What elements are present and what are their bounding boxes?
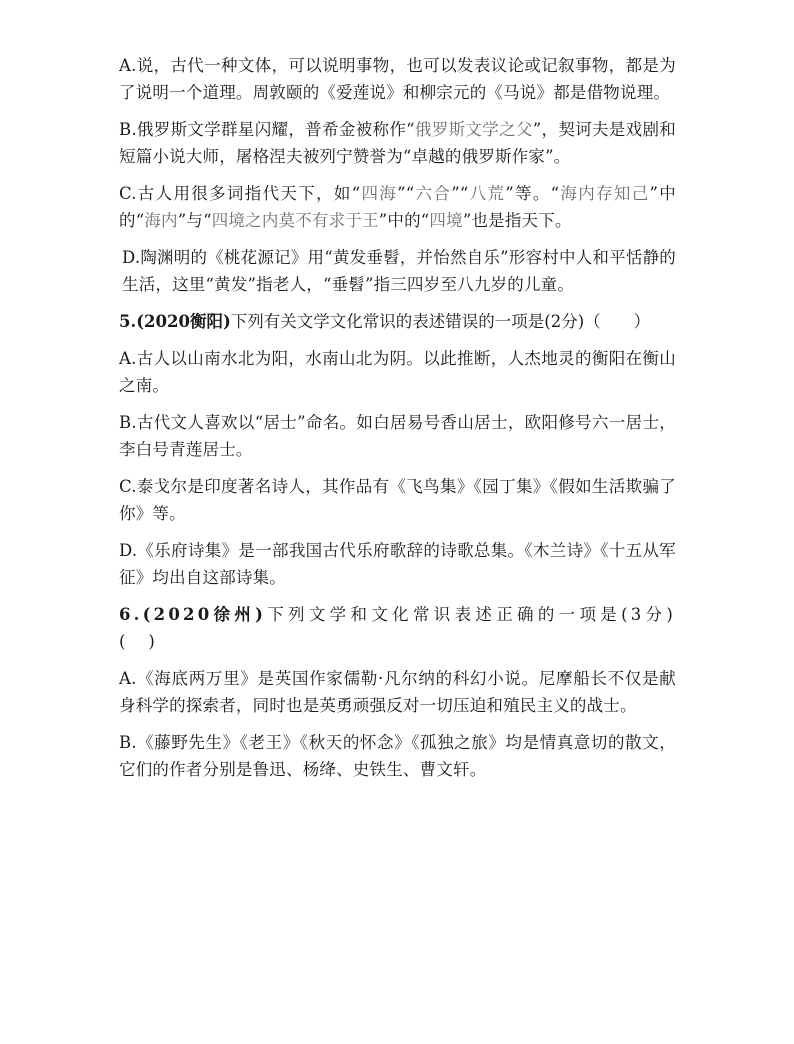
option-text-highlight: 海内存知己	[559, 184, 650, 203]
option-text-part: ”与“	[177, 211, 212, 230]
option-label: D.	[122, 248, 141, 267]
option-text-part: ”，契诃夫是戏剧和短篇小说大师，屠格涅夫被列宁赞誉为“卓越的俄罗斯作家”。	[119, 120, 676, 166]
option-text-part: ”等。“	[505, 184, 560, 203]
q4-option-a	[119, 52, 676, 106]
q4-option-d	[119, 244, 676, 298]
option-label: C.	[119, 184, 137, 203]
question-source: (2020徐州)	[142, 605, 267, 624]
option-label: A.	[119, 56, 137, 75]
question-6-stem	[119, 601, 676, 655]
question-text: 下列文学和文化常识表述正确的一项是(3分)( )	[119, 605, 676, 651]
option-text-part: ”也是指天下。	[462, 211, 572, 230]
q5-option-a: A.古人以山南水北为阳，水南山北为阴。以此推断，人杰地灵的衡阳在衡山之南。	[119, 349, 676, 395]
option-text-part: ”“	[397, 184, 415, 203]
option-text-part: ”中的“	[119, 184, 677, 230]
q6-option-a: A.《海底两万里》是英国作家儒勒·凡尔纳的科幻小说。尼摩船长不仅是献身科学的探索者，同时也是英勇顽强反对一切压迫和殖民主义的战士。	[119, 669, 676, 715]
question-source: (2020衡阳)	[136, 312, 231, 331]
option-text-highlight: 四境之内莫不有求于王	[211, 211, 379, 230]
option-text-part: ”“	[451, 184, 469, 203]
question-number: 5.	[119, 312, 137, 331]
q5-option-c: C.泰戈尔是印度著名诗人，其作品有《飞鸟集》《园丁集》《假如生活欺骗了你》等。	[119, 477, 676, 523]
option-text-highlight: 四海	[360, 184, 398, 203]
option-text-highlight: 八荒	[468, 184, 506, 203]
q4-option-b	[119, 116, 676, 170]
option-text: 陶渊明的《桃花源记》用“黄发垂髫，并怡然自乐”形容村中人和平恬静的生活，这里“黄发”指老人，“垂髫”指三四岁至八九岁的儿童。	[122, 248, 676, 294]
option-text-highlight: 六合	[414, 184, 452, 203]
document-page	[119, 52, 676, 793]
question-5-stem	[119, 308, 676, 335]
question-text: 下列有关文学文化常识的表述错误的一项是(2分)（ ）	[230, 312, 651, 331]
q6-option-b: B.《藤野先生》《老王》《秋天的怀念》《孤独之旅》均是情真意切的散文，它们的作者分别是鲁迅、杨绛、史铁生、曹文轩。	[119, 733, 676, 779]
option-label: B.	[119, 120, 137, 139]
q5-option-b: B.古代文人喜欢以“居士”命名。如白居易号香山居士，欧阳修号六一居士，李白号青莲居士。	[119, 413, 676, 459]
question-number: 6.	[119, 605, 143, 624]
option-text-highlight: 海内	[144, 211, 178, 230]
option-text-highlight: 四境	[429, 211, 463, 230]
option-text-highlight: 俄罗斯文学之父	[414, 120, 533, 139]
q4-option-c	[119, 180, 676, 234]
q5-option-d: D.《乐府诗集》是一部我国古代乐府歌辞的诗歌总集。《木兰诗》《十五从军征》均出自这部诗集。	[119, 541, 676, 587]
option-text-part: 古人用很多词指代天下，如“	[136, 184, 361, 203]
option-text-part: 俄罗斯文学群星闪耀，普希金被称作“	[136, 120, 415, 139]
option-text-part: ”中的“	[378, 211, 430, 230]
option-text: 说，古代一种文体，可以说明事物，也可以发表议论或记叙事物，都是为了说明一个道理。周敦颐的《爱莲说》和柳宗元的《马说》都是借物说理。	[119, 56, 676, 102]
